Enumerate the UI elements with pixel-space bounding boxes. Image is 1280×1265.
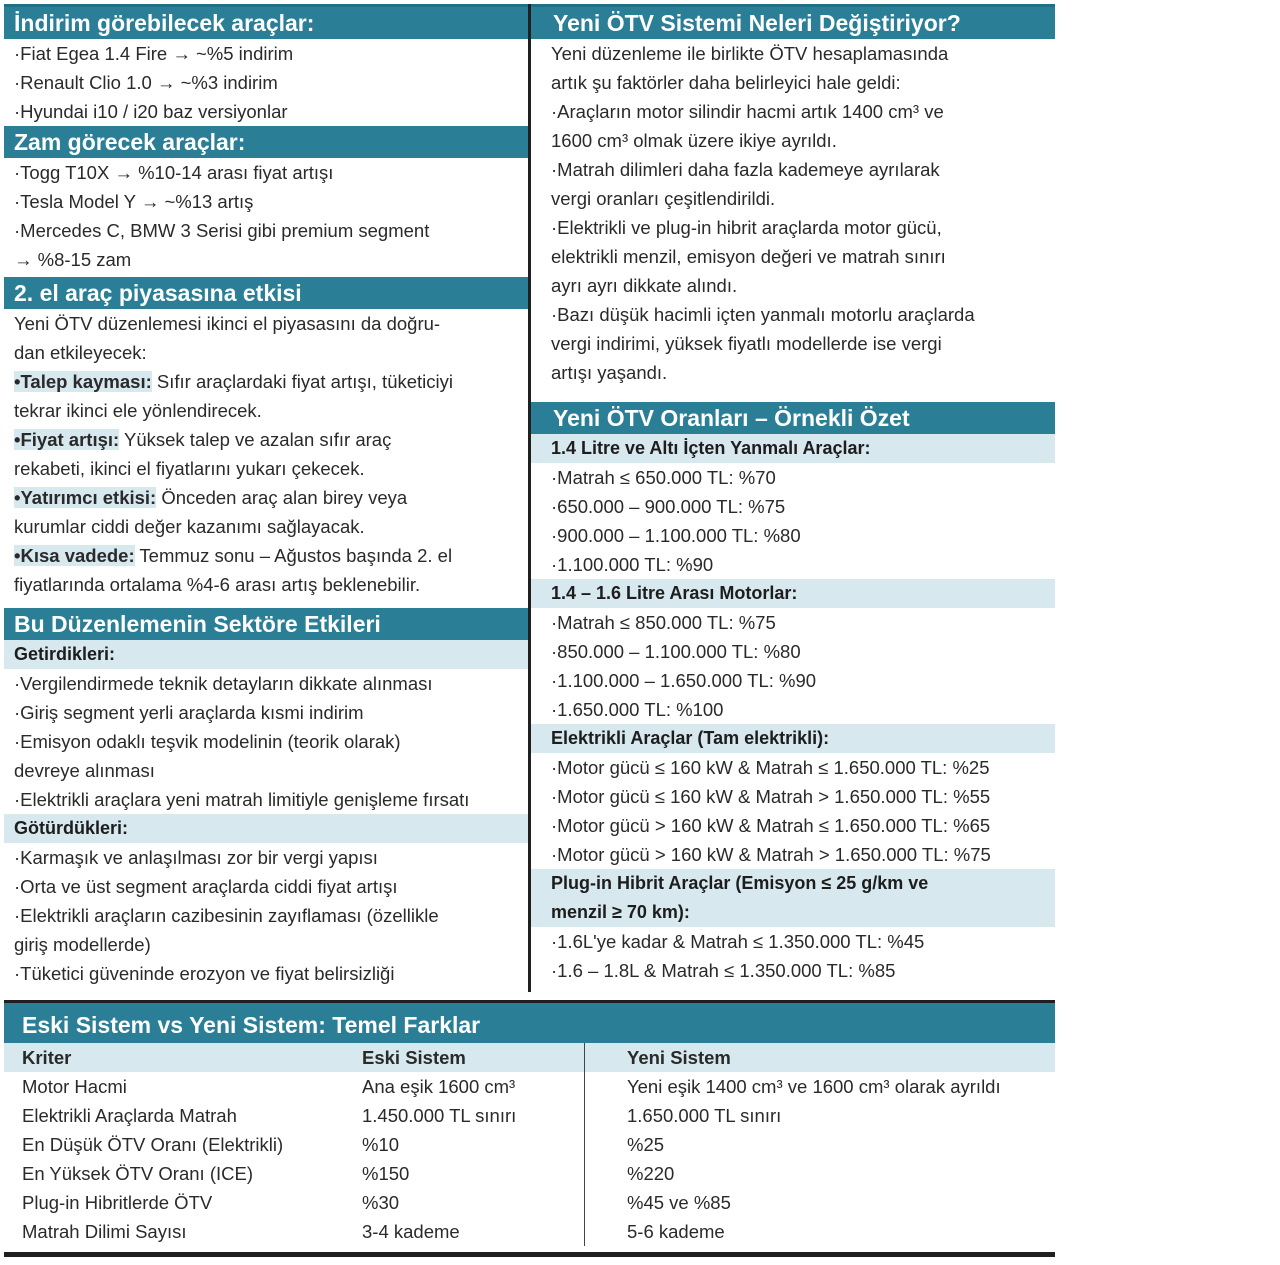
secondhand-point (4, 483, 528, 512)
table-cell: Motor Hacmi (22, 1076, 127, 1097)
table-cell: 1.650.000 TL sınırı (627, 1105, 782, 1126)
table-cell: Ana eşik 1600 cm³ (344, 1072, 585, 1101)
left-column (4, 4, 528, 988)
changes-line: Yeni düzenleme ile birlikte ÖTV hesaplamasında (551, 43, 949, 64)
table-cell: Plug-in Hibritlerde ÖTV (22, 1192, 213, 1213)
point-label: •Talep kayması: (14, 371, 152, 392)
comparison-title: Eski Sistem vs Yeni Sistem: Temel Farklar (4, 1003, 1055, 1043)
point-text: Yüksek talep ve azalan sıfır araç (119, 429, 392, 450)
rates-group-title-cont: menzil ≥ 70 km): (531, 898, 1055, 927)
gains-subtitle: Getirdikleri: (4, 640, 528, 669)
changes-line: ·Elektrikli ve plug-in hibrit araçlarda motor gücü, (551, 217, 942, 238)
table-cell: %150 (344, 1159, 585, 1188)
rates-item: ·Motor gücü > 160 kW & Matrah ≤ 1.650.000 TL: %65 (551, 815, 991, 836)
secondhand-point (4, 367, 528, 396)
changes-line: ·Bazı düşük hacimli içten yanmalı motorlu araçlarda (551, 304, 975, 325)
table-cell: %25 (627, 1134, 665, 1155)
losses-subtitle: Götürdükleri: (4, 814, 528, 843)
table-cell: Yeni eşik 1400 cm³ ve 1600 cm³ olarak ayrıldı (627, 1076, 1001, 1097)
table-cell: %220 (627, 1163, 675, 1184)
point-label: •Fiyat artışı: (14, 429, 120, 450)
table-row (4, 1072, 1055, 1101)
changes-line: artık şu faktörler daha belirleyici hale geldi: (551, 72, 901, 93)
point-text: Önceden araç alan birey veya (156, 487, 408, 508)
gains-item: ·Vergilendirmede teknik detayların dikkate alınması (14, 673, 433, 694)
changes-line: vergi indirimi, yüksek fiyatlı modellerde ise vergi (551, 333, 942, 354)
table-cell: Matrah Dilimi Sayısı (22, 1221, 187, 1242)
discount-item: ·Hyundai i10 / i20 baz versiyonlar (14, 101, 288, 122)
rates-item: ·Matrah ≤ 650.000 TL: %70 (551, 467, 776, 488)
increase-item: ·Togg T10X → %10-14 arası fiyat artışı (14, 162, 334, 183)
header-cell: Eski Sistem (344, 1043, 585, 1072)
header-cell: Yeni Sistem (585, 1043, 1056, 1072)
table-row (4, 1159, 1055, 1188)
losses-item: giriş modellerde) (14, 934, 151, 955)
changes-line: ·Araçların motor silindir hacmi artık 1400 cm³ ve (551, 101, 944, 122)
rates-item: ·1.100.000 TL: %90 (551, 554, 714, 575)
increase-item: ·Tesla Model Y → ~%13 artış (14, 191, 254, 212)
rates-item: ·Motor gücü > 160 kW & Matrah > 1.650.000 TL: %75 (551, 844, 991, 865)
header-cell: Kriter (4, 1043, 344, 1072)
sector-section-title: Bu Düzenlemenin Sektöre Etkileri (4, 608, 528, 640)
discount-item: ·Fiat Egea 1.4 Fire → ~%5 indirim (14, 43, 294, 64)
losses-item: ·Elektrikli araçların cazibesinin zayıflaması (özellikle (14, 905, 439, 926)
table-cell: Elektrikli Araçlarda Matrah (22, 1105, 237, 1126)
point-label: •Kısa vadede: (14, 545, 135, 566)
rates-item: ·900.000 – 1.100.000 TL: %80 (551, 525, 801, 546)
rates-item: ·Motor gücü ≤ 160 kW & Matrah > 1.650.000 TL: %55 (551, 786, 991, 807)
table-row (4, 1130, 1055, 1159)
table-cell: 1.450.000 TL sınırı (344, 1101, 585, 1130)
secondhand-point (4, 425, 528, 454)
gains-item: devreye alınması (14, 760, 155, 781)
rates-group-title: 1.4 – 1.6 Litre Arası Motorlar: (531, 579, 1055, 608)
rates-group-title: Elektrikli Araçlar (Tam elektrikli): (531, 724, 1055, 753)
rates-item: ·Matrah ≤ 850.000 TL: %75 (551, 612, 776, 633)
gains-item: ·Elektrikli araçlara yeni matrah limitiyle genişleme fırsatı (14, 789, 470, 810)
secondhand-point-cont: kurumlar ciddi değer kazanımı sağlayacak. (14, 516, 365, 537)
secondhand-point (4, 541, 528, 570)
secondhand-point-cont: tekrar ikinci ele yönlendirecek. (14, 400, 262, 421)
rates-item: ·Motor gücü ≤ 160 kW & Matrah ≤ 1.650.000 TL: %25 (551, 757, 990, 778)
table-cell: En Düşük ÖTV Oranı (Elektrikli) (22, 1134, 284, 1155)
rates-item: ·1.6 – 1.8L & Matrah ≤ 1.350.000 TL: %85 (551, 960, 896, 981)
secondhand-intro: Yeni ÖTV düzenlemesi ikinci el piyasasını da doğru- (14, 313, 441, 334)
rates-group-title: 1.4 Litre ve Altı İçten Yanmalı Araçlar: (531, 434, 1055, 463)
losses-item: ·Karmaşık ve anlaşılması zor bir vergi yapısı (14, 847, 378, 868)
point-label: •Yatırımcı etkisi: (14, 487, 157, 508)
rates-item: ·1.650.000 TL: %100 (551, 699, 724, 720)
table-header-row (4, 1043, 1055, 1072)
secondhand-intro: dan etkileyecek: (14, 342, 147, 363)
right-column (531, 4, 1055, 985)
rates-item: ·1.100.000 – 1.650.000 TL: %90 (551, 670, 817, 691)
secondhand-point-cont: rekabeti, ikinci el fiyatlarını yukarı çekecek. (14, 458, 365, 479)
discount-section-title: İndirim görebilecek araçlar: (4, 7, 528, 39)
table-cell: %30 (344, 1188, 585, 1217)
increase-section-title: Zam görecek araçlar: (4, 126, 528, 158)
table-cell: %10 (344, 1130, 585, 1159)
comparison-section (4, 1003, 1055, 1246)
changes-line: 1600 cm³ olmak üzere ikiye ayrıldı. (551, 130, 837, 151)
table-row (4, 1217, 1055, 1246)
changes-line: elektrikli menzil, emisyon değeri ve matrah sınırı (551, 246, 946, 267)
changes-line: ·Matrah dilimleri daha fazla kademeye ayrılarak (551, 159, 940, 180)
table-row (4, 1101, 1055, 1130)
changes-line: ayrı ayrı dikkate alındı. (551, 275, 738, 296)
increase-item: → %8-15 zam (14, 249, 132, 270)
rates-section-title: Yeni ÖTV Oranları – Örnekli Özet (531, 402, 1055, 434)
table-cell: 3-4 kademe (344, 1217, 585, 1246)
gains-item: ·Giriş segment yerli araçlarda kısmi indirim (14, 702, 364, 723)
changes-line: artışı yaşandı. (551, 362, 668, 383)
discount-item: ·Renault Clio 1.0 → ~%3 indirim (14, 72, 278, 93)
secondhand-point-cont: fiyatlarında ortalama %4-6 arası artış beklenebilir. (14, 574, 421, 595)
rates-group-title: Plug-in Hibrit Araçlar (Emisyon ≤ 25 g/km ve (531, 869, 1055, 898)
table-cell: 5-6 kademe (627, 1221, 725, 1242)
secondhand-section-title: 2. el araç piyasasına etkisi (4, 277, 528, 309)
rates-item: ·650.000 – 900.000 TL: %75 (551, 496, 786, 517)
changes-line: vergi oranları çeşitlendirildi. (551, 188, 776, 209)
rates-item: ·850.000 – 1.100.000 TL: %80 (551, 641, 801, 662)
rates-item: ·1.6L'ye kadar & Matrah ≤ 1.350.000 TL: %45 (551, 931, 925, 952)
gains-item: ·Emisyon odaklı teşvik modelinin (teorik olarak) (14, 731, 401, 752)
losses-item: ·Tüketici güveninde erozyon ve fiyat belirsizliği (14, 963, 395, 984)
table-row (4, 1188, 1055, 1217)
point-text: Temmuz sonu – Ağustos başında 2. el (134, 545, 453, 566)
losses-item: ·Orta ve üst segment araçlarda ciddi fiyat artışı (14, 876, 398, 897)
comparison-table (4, 1043, 1055, 1246)
changes-section-title: Yeni ÖTV Sistemi Neleri Değiştiriyor? (531, 7, 1055, 39)
point-text: Sıfır araçlardaki fiyat artışı, tüketiciyi (151, 371, 453, 392)
footer-rule (4, 1252, 1055, 1257)
table-cell: %45 ve %85 (627, 1192, 731, 1213)
increase-item: ·Mercedes C, BMW 3 Serisi gibi premium segment (14, 220, 430, 241)
table-cell: En Yüksek ÖTV Oranı (ICE) (22, 1163, 253, 1184)
